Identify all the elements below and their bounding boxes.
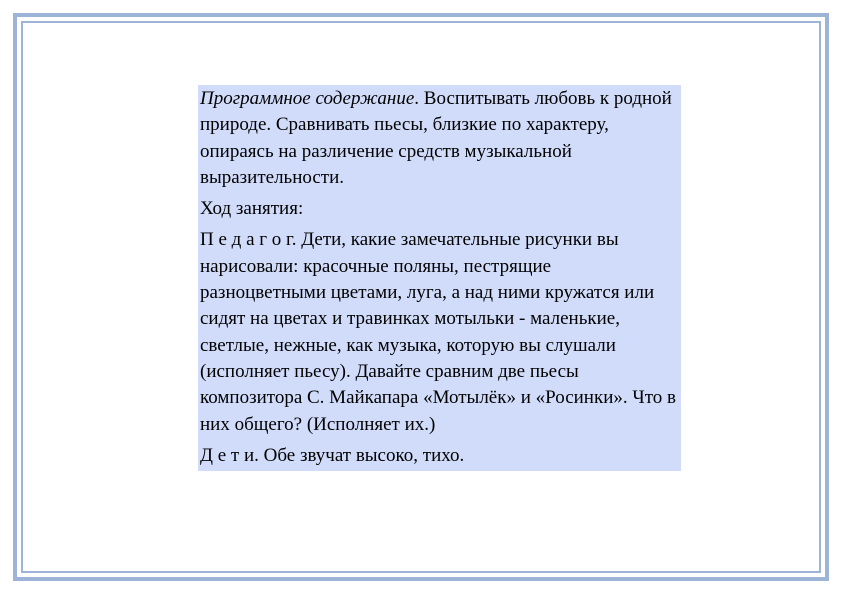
lesson-course-heading bbox=[200, 196, 679, 222]
lesson-text-box[interactable] bbox=[198, 85, 681, 471]
program-content-paragraph bbox=[200, 85, 679, 191]
teacher-speech: Дети, какие замечательные рисунки вы нарисовали: красочные поляны, пестрящие разноцветными цветами, луга, а над ними кружатся или сидят на цветах и травинках мотыльки - маленькие, светлые, нежные, как музыка, которую вы слушали (исполняет пьесу). Давайте сравним две пьесы композитора С. Майкапара «Мотылёк» и «Росинки». Что в них общего? (Исполняет их.) bbox=[200, 229, 676, 435]
teacher-speaker: П е д а г о г. bbox=[200, 229, 297, 251]
children-speaker: Д е т и. bbox=[200, 444, 259, 466]
lesson-course-text: Ход занятия: bbox=[200, 198, 304, 220]
program-content-label: Программное содержание bbox=[200, 88, 415, 109]
children-speech: Обе звучат высоко, тихо. bbox=[258, 444, 465, 466]
teacher-paragraph bbox=[200, 227, 679, 437]
children-paragraph bbox=[200, 443, 679, 469]
program-content-text: . Воспитывать любовь к родной природе. Сравнивать пьесы, близкие по характеру, опираясь на различение средств музыкальной выразительности. bbox=[200, 88, 672, 188]
